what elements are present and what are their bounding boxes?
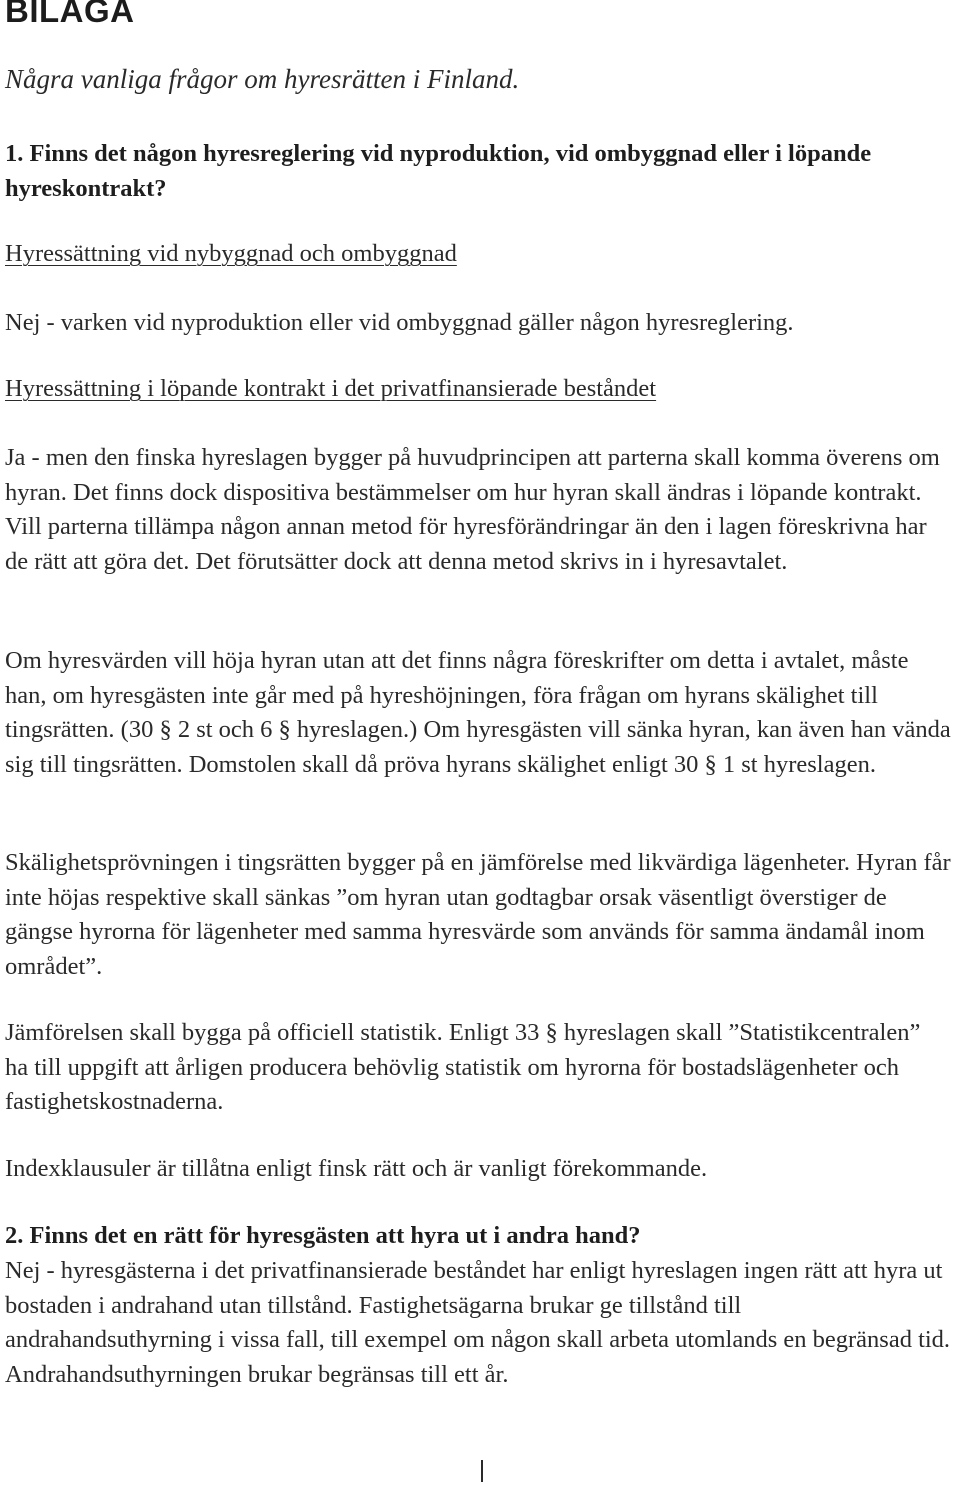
- question-2-answer: Nej - hyresgästerna i det privatfinansierade beståndet har enligt hyreslagen ingen rätt att hyra ut bostaden i andrahand utan tillstånd. Fastighetsägarna brukar ge tillstånd till andrahandsuthyrning i vissa fall, till exempel om någon skall arbeta utomlands en begränsad tid. Andrahandsuthyrningen brukar begränsas till ett år.: [5, 1257, 951, 1388]
- section-heading-ongoing-contracts-text: Hyressättning i löpande kontrakt i det privatfinansierade beståndet: [5, 375, 657, 402]
- reasonableness-paragraph: Skälighetsprövningen i tingsrätten bygger på en jämförelse med likvärdiga lägenheter. Hyran får inte höjas respektive skall sänkas ”om hyran utan godtagbar orsak väsentligt överstiger de gängse hyrorna för lägenheter med samma hyresvärde som används för samma ändamål inom området”.: [5, 849, 951, 980]
- section-heading-new-construction-text: Hyressättning vid nybyggnad och ombyggnad: [5, 240, 457, 267]
- page-title: BILAGA: [5, 0, 135, 29]
- page-number-mark: [481, 1460, 483, 1482]
- question-1-heading: 1. Finns det någon hyresreglering vid nyproduktion, vid ombyggnad eller i löpande hyreskontrakt?: [5, 140, 872, 202]
- rent-increase-paragraph: Om hyresvärden vill höja hyran utan att det finns några föreskrifter om detta i avtalet, måste han, om hyresgästen inte går med på hyreshöjningen, föra frågan om hyrans skälighet till tingsrätten. (30 § 2 st och 6 § hyreslagen.) Om hyresgästen vill sänka hyran, kan även han vända sig till tingsrätten. Domstolen skall då pröva hyrans skälighet enligt 30 § 1 st hyreslagen.: [5, 647, 951, 778]
- index-clause-paragraph: Indexklausuler är tillåtna enligt finsk rätt och är vanligt förekommande.: [5, 1155, 708, 1182]
- section-heading-ongoing-contracts: [5, 372, 953, 407]
- page-subtitle: Några vanliga frågor om hyresrätten i Finland.: [5, 64, 520, 94]
- section-heading-new-construction: [5, 237, 953, 272]
- new-construction-answer: Nej - varken vid nyproduktion eller vid ombyggnad gäller någon hyresreglering.: [5, 309, 794, 336]
- question-2-heading: 2. Finns det en rätt för hyresgästen att hyra ut i andra hand?: [5, 1222, 641, 1249]
- ongoing-contracts-answer: Ja - men den finska hyreslagen bygger på huvudprincipen att parterna skall komma överens om hyran. Det finns dock dispositiva bestämmelser om hur hyran skall ändras i löpande kontrakt. Vill parterna tillämpa någon annan metod för hyresförändringar än den i lagen föreskrivna har de rätt att göra det. Det förutsätter dock att denna metod skrivs in i hyresavtalet.: [5, 444, 940, 575]
- statistics-paragraph: Jämförelsen skall bygga på officiell statistik. Enligt 33 § hyreslagen skall ”Statistikcentralen” ha till uppgift att årligen producera behövlig statistik om hyrorna för bostadslägenheter och fastighetskostnaderna.: [5, 1019, 921, 1115]
